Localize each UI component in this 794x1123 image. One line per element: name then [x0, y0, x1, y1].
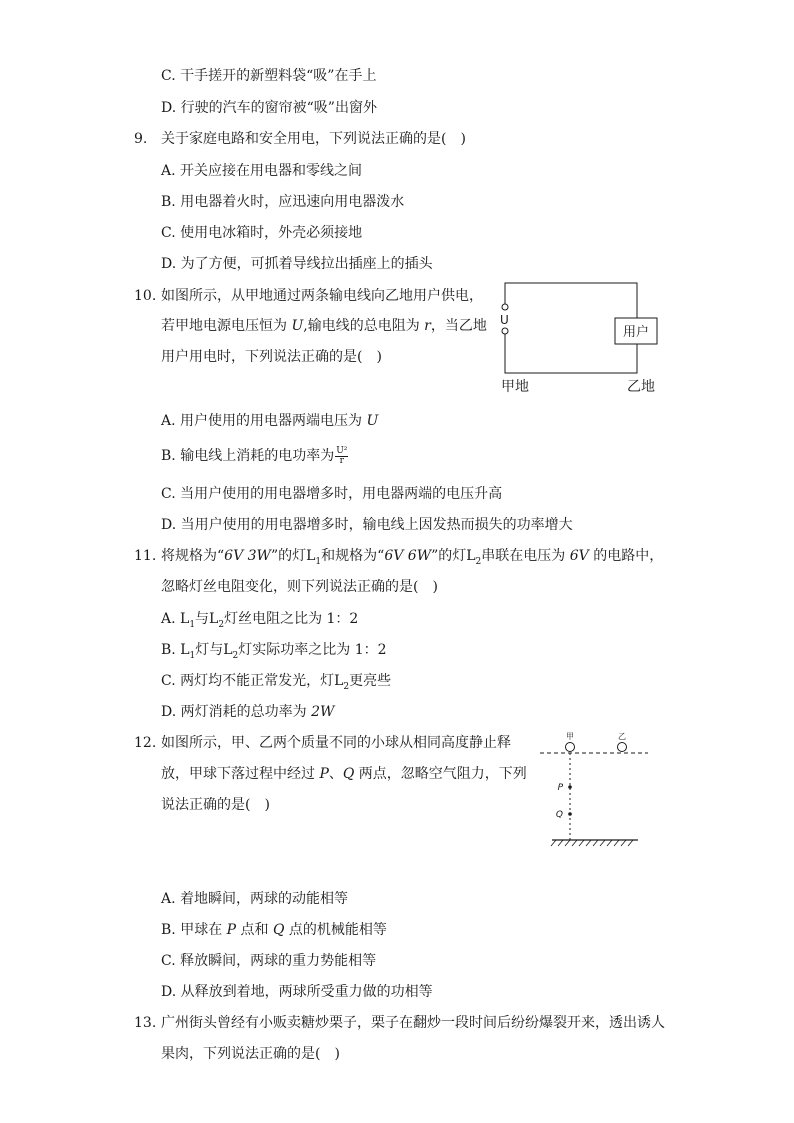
q10-number: 10. [134, 288, 157, 304]
q11-number: 11. [134, 548, 157, 564]
q10-terminal-bottom [502, 328, 508, 334]
q12-point-p [568, 785, 572, 789]
q10-stem-line2: 若甲地电源电压恒为 U,输电线的总电阻为 r，当乙地 [161, 318, 487, 334]
q12-option-c: C. 释放瞬间，两球的重力势能相等 [161, 953, 377, 969]
q12-point-q [568, 812, 572, 816]
q12-number: 12. [134, 735, 157, 751]
q12-stem-line3: 说法正确的是( ) [161, 797, 270, 813]
q12-drop-figure [530, 728, 660, 853]
q11-option-c: C. 两灯均不能正常发光，灯$L_2$更亮些 [161, 673, 392, 692]
q13-stem-line1: 广州街头曾经有小贩卖糖炒栗子，栗子在翻炒一段时间后纷纷爆裂开来，透出诱人 [161, 1015, 665, 1031]
q12-option-d: D. 从释放到着地，两球所受重力做的功相等 [161, 984, 433, 1000]
q10-wire-bottom [505, 334, 637, 373]
q10-user-label: 用户 [622, 325, 650, 340]
q11-option-a: A. $L_1$与$L_2$灯丝电阻之比为 1：2 [161, 611, 359, 630]
q10-stem-line3: 用户用电时，下列说法正确的是( ) [161, 349, 382, 365]
q10-wire-top [505, 283, 637, 318]
q13-stem-line2: 果肉，下列说法正确的是( ) [161, 1046, 340, 1062]
q10-terminal-top [502, 304, 508, 310]
q10-left-label: 甲地 [501, 379, 529, 395]
q12-stem-line1: 如图所示，甲、乙两个质量不同的小球从相同高度静止释 [161, 735, 511, 751]
q8-option-d: D. 行驶的汽车的窗帘被“吸”出窗外 [161, 100, 377, 116]
q10-stem-line1: 如图所示，从甲地通过两条输电线向乙地用户供电， [161, 288, 483, 304]
q12-ball-b [618, 743, 627, 752]
q12-ground-hatching [551, 840, 633, 846]
q8-option-c: C. 干手搓开的新塑料袋“吸”在手上 [161, 68, 377, 84]
q12-point-p-label: P [557, 783, 563, 793]
q10-option-b: B. 输电线上消耗的电功率为 $\frac{\text{U²}}{r}$ [161, 445, 348, 466]
q11-option-b: B. $L_1$灯与$L_2$灯实际功率之比为 1：2 [161, 642, 387, 661]
q9-option-c: C. 使用电冰箱时，外壳必须接地 [161, 225, 363, 241]
q9-option-a: A. 开关应接在用电器和零线之间 [161, 163, 363, 179]
q10-source-label: U [500, 313, 509, 327]
q12-option-b: B. 甲球在 P 点和 Q 点的机械能相等 [161, 922, 387, 938]
q12-option-a: A. 着地瞬间，两球的动能相等 [161, 891, 349, 907]
q11-stem-line2: 忽略灯丝电阻变化，则下列说法正确的是( ) [161, 579, 438, 595]
q9-stem: 关于家庭电路和安全用电，下列说法正确的是( ) [161, 131, 466, 147]
q12-ball-b-label: 乙 [618, 732, 626, 741]
q12-point-q-label: Q [555, 810, 563, 820]
q13-number: 13. [134, 1015, 157, 1031]
q11-option-d: D. 两灯消耗的总功率为 2W [161, 704, 335, 720]
q9-option-d: D. 为了方便，可抓着导线拉出插座上的插头 [161, 256, 433, 272]
q9-option-b: B. 用电器着火时，应迅速向用电器泼水 [161, 194, 405, 210]
q12-ball-a [566, 743, 575, 752]
q10-power-fraction: $\frac{\text{U²}}{r}$ [336, 445, 348, 466]
q12-stem-line2: 放，甲球下落过程中经过 P、Q 两点，忽略空气阻力，下列 [161, 766, 527, 782]
q9-number: 9. [134, 131, 148, 147]
q10-option-c: C. 当用户使用的用电器增多时，用电器两端的电压升高 [161, 486, 503, 502]
q10-right-label: 乙地 [627, 379, 655, 395]
q10-circuit-figure [495, 278, 670, 398]
q10-option-a: A. 用户使用的用电器两端电压为 U [161, 413, 379, 429]
q11-stem-line1: 将规格为“6V 3W”的灯$L_1$和规格为“6V 6W”的灯$L_2$串联在电压为 6V 的电路中， [161, 548, 664, 567]
q12-ball-a-label: 甲 [566, 732, 574, 741]
q10-option-d: D. 当用户使用的用电器增多时，输电线上因发热而损失的功率增大 [161, 517, 573, 533]
